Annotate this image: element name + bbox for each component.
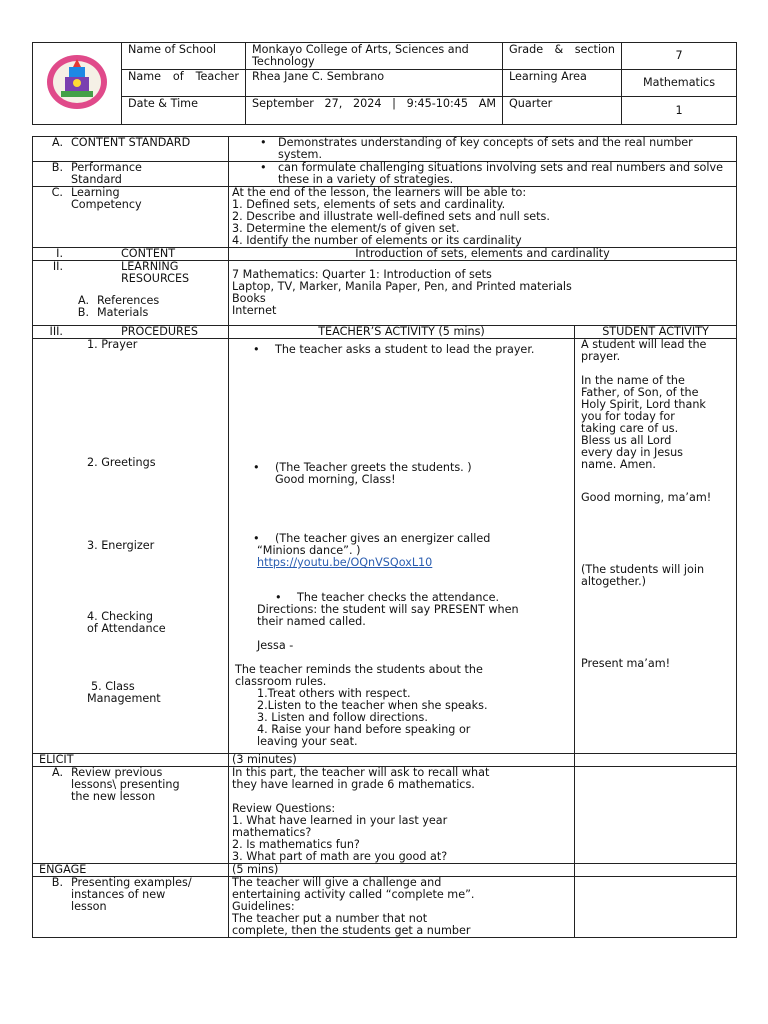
resource-line: 7 Mathematics: Quarter 1: Introduction of sets — [232, 268, 492, 281]
teacher-greeting: • (The Teacher greets the students. ) Good morning, Class! — [229, 462, 575, 486]
procedures-label: PROCEDURES — [121, 325, 198, 338]
lesson-plan-table — [32, 136, 737, 938]
teacher-energizer: • (The teacher gives an energizer called — [229, 533, 595, 545]
elicit-header-row — [33, 754, 737, 767]
elicit-sub-label: Review previous — [71, 766, 163, 779]
elicit-time: (3 minutes) — [229, 754, 575, 767]
step-energizer: 3. Energizer — [87, 539, 155, 552]
content-standard-row: A. CONTENT STANDARD • Demonstrates understanding of key concepts of sets and the real number system. — [33, 137, 737, 162]
date-value: September 27, 2024 | 9:45-10:45 AM — [246, 97, 503, 125]
engage-label: ENGAGE — [33, 864, 229, 877]
resources-label: LEARNING — [121, 260, 179, 273]
grade-value: 7 — [622, 43, 737, 70]
resources-row: II. LEARNING RESOURCES A. References B. Materials 7 Mathematics: Quarter 1: Introduction of sets Laptop, TV, Marker, Manila Paper, Pen, and Printed materials Books Internet — [33, 261, 737, 326]
procedures-body-row — [33, 339, 737, 754]
attendance-directions: Directions: the student will say PRESENT when their named called. — [257, 603, 519, 628]
review-questions-heading: Review Questions: — [232, 802, 336, 815]
quarter-label: Quarter — [503, 97, 622, 125]
teacher-attendance: • The teacher checks the attendance. — [251, 592, 597, 604]
resource-line: Books — [232, 292, 266, 305]
content-standard-text: • Demonstrates understanding of key concepts of sets and the real number system. — [232, 137, 733, 161]
classroom-rules-list — [257, 688, 488, 748]
student-activity — [575, 339, 737, 754]
learning-competency-row: C. Learning Competency At the end of the lesson, the learners will be able to: 1. Defined sets, elements of sets and cardinality. 2. Describe and illustrate well-defined sets and null sets. 3. Determine the element/s of given set. 4. Identify the number of elements or its cardinality — [33, 187, 737, 248]
content-standard-label: CONTENT STANDARD — [71, 136, 191, 149]
student-energizer: (The students will join altogether.) — [581, 563, 705, 588]
engage-content: The teacher will give a challenge and entertaining activity called “complete me”. Guidelines: The teacher put a number that not complete, then the students get a number — [229, 877, 575, 938]
competency-item: 1. Defined sets, elements of sets and cardinality. — [232, 198, 506, 211]
materials-label: Materials — [97, 306, 149, 319]
content-label: CONTENT — [121, 247, 176, 260]
classroom-rules-intro: The teacher reminds the students about the classroom rules. — [235, 663, 483, 688]
teacher-activity: • The teacher asks a student to lead the prayer. • (The Teacher greets the students. ) Good morning, Class! • (The teacher gives an energizer called “Minions dance”. ) https://youtu.be/OQnVSQoxL10 • The teacher checks the attendance. Directions: the student will say PRESENT when their named called. Jessa - The teacher reminds the students about the classroom rules. 1.Treat others with respect. 2.Listen to the teacher when she speaks. 3. Listen and follow directions. 4. Raise your hand before speaking or leaving your seat. — [229, 339, 575, 754]
content-row: I. CONTENT Introduction of sets, elements and cardinality — [33, 248, 737, 261]
references-label: References — [97, 294, 160, 307]
elicit-content: In this part, the teacher will ask to recall what they have learned in grade 6 mathematics. Review Questions: 1. What have learned in your last year mathematics? 2. Is mathematics fun? 3. What part of math are you good at? — [229, 767, 575, 864]
competency-intro: At the end of the lesson, the learners will be able to: — [232, 186, 527, 199]
engage-body-row: B. Presenting examples/ instances of new lesson The teacher will give a challenge and entertaining activity called “complete me”. Guidelines: The teacher put a number that not complete, then the students get a number — [33, 877, 737, 938]
grade-label: Grade & section — [503, 43, 622, 70]
teacher-value: Rhea Jane C. Sembrano — [246, 70, 503, 97]
school-value: Monkayo College of Arts, Sciences and Technology — [246, 43, 503, 70]
content-text: Introduction of sets, elements and cardinality — [229, 248, 737, 261]
step-attendance: 4. Checking of Attendance — [87, 610, 166, 635]
engage-header-row — [33, 864, 737, 877]
engage-time: (5 mins) — [229, 864, 575, 877]
learning-competency-label: Learning — [71, 186, 120, 199]
elicit-body-row: A. Review previous lessons\ presenting the new lesson In this part, the teacher will ask to recall what they have learned in grade 6 mathematics. Review Questions: 1. What have learned in your last year mathematics? 2. Is mathematics fun? 3. What part of math are you good at? — [33, 767, 737, 864]
resource-line: Internet — [232, 304, 277, 317]
area-value: Mathematics — [622, 70, 737, 97]
teacher-activity-header: TEACHER’S ACTIVITY (5 mins) — [229, 326, 575, 339]
teacher-prayer: • The teacher asks a student to lead the prayer. — [229, 344, 575, 356]
date-label: Date & Time — [122, 97, 246, 125]
student-activity-header: STUDENT ACTIVITY — [575, 326, 737, 339]
performance-standard-text: • can formulate challenging situations involving sets and real numbers and solve these in a variety of strategies. — [232, 162, 733, 186]
competency-item: 2. Describe and illustrate well-defined sets and null sets. — [232, 210, 550, 223]
procedure-steps — [33, 339, 229, 754]
competency-item: 3. Determine the element/s of given set. — [232, 222, 460, 235]
header-table — [32, 42, 737, 125]
area-label: Learning Area — [503, 70, 622, 97]
step-prayer: 1. Prayer — [87, 338, 138, 351]
step-greetings: 2. Greetings — [87, 456, 156, 469]
resource-line: Laptop, TV, Marker, Manila Paper, Pen, and Printed materials — [232, 280, 572, 293]
student-prayer: A student will lead the prayer. In the name of the Father, of Son, of the Holy Spirit, Lord thank you for today for taking care of us. Bless us all Lord every day in Jesus name. Amen. — [581, 338, 707, 471]
rule-item: 2.Listen to the teacher when she speaks. — [257, 699, 488, 712]
school-logo-cell — [33, 43, 122, 125]
performance-standard-label: Performance — [71, 161, 142, 174]
student-greeting: Good morning, ma’am! — [581, 491, 712, 504]
performance-standard-row: B. Performance Standard • can formulate challenging situations involving sets and real numbers and solve these in a variety of strategies. — [33, 162, 737, 187]
student-present: Present ma’am! — [581, 657, 671, 670]
competency-item: 4. Identify the number of elements or its cardinality — [232, 234, 522, 247]
school-logo-icon — [45, 53, 109, 111]
quarter-value: 1 — [622, 97, 737, 125]
engage-sub-label: Presenting examples/ — [71, 876, 192, 889]
school-label: Name of School — [122, 43, 246, 70]
rule-item: leaving your seat. — [257, 735, 358, 748]
rule-item: 3. Listen and follow directions. — [257, 711, 428, 724]
procedures-header-row: III. PROCEDURES TEACHER’S ACTIVITY (5 mins) STUDENT ACTIVITY — [33, 326, 737, 339]
energizer-video-link[interactable]: https://youtu.be/OQnVSQoxL10 — [257, 556, 433, 569]
attendance-name: Jessa - — [257, 639, 294, 652]
rule-item: 1.Treat others with respect. — [257, 687, 411, 700]
teacher-label: Name of Teacher — [122, 70, 246, 97]
step-class-management: 5. Class Management — [87, 680, 161, 705]
rule-item: 4. Raise your hand before speaking or — [257, 723, 471, 736]
elicit-label: ELICIT — [33, 754, 229, 767]
